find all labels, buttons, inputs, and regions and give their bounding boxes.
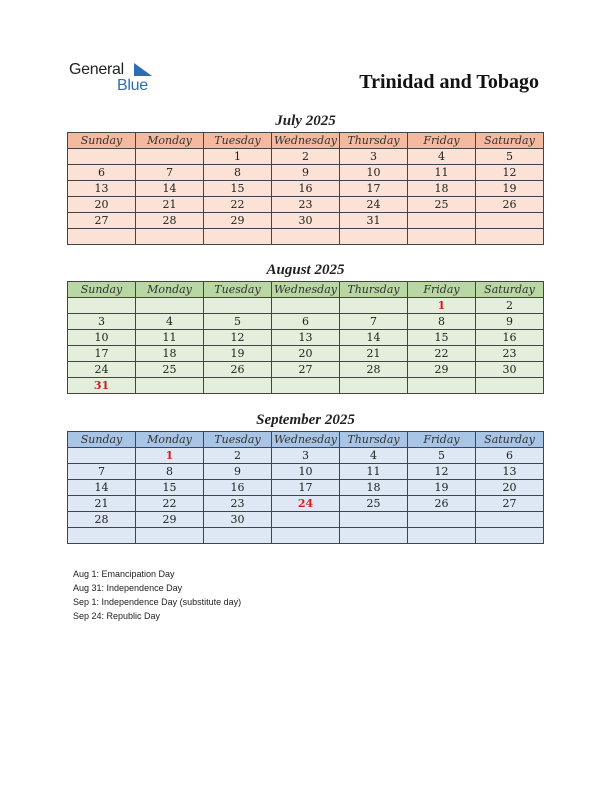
day-cell: 8	[204, 165, 272, 181]
day-cell: 30	[272, 213, 340, 229]
weekday-header: Wednesday	[272, 432, 340, 448]
day-cell: 29	[136, 512, 204, 528]
day-cell: 16	[204, 480, 272, 496]
day-cell: 25	[136, 362, 204, 378]
weekday-header: Monday	[136, 282, 204, 298]
day-cell	[272, 229, 340, 245]
weekday-header: Monday	[136, 432, 204, 448]
day-cell	[68, 149, 136, 165]
day-cell	[340, 528, 408, 544]
day-cell: 14	[340, 330, 408, 346]
day-cell	[136, 229, 204, 245]
week-row	[68, 165, 544, 181]
day-cell: 10	[272, 464, 340, 480]
day-cell	[476, 528, 544, 544]
day-cell: 27	[272, 362, 340, 378]
weekday-header: Tuesday	[204, 432, 272, 448]
week-row	[68, 229, 544, 245]
day-cell: 26	[204, 362, 272, 378]
holiday-note: Aug 1: Emancipation Day	[73, 569, 175, 579]
calendar-table	[67, 132, 544, 245]
weekday-header: Thursday	[340, 133, 408, 149]
day-cell: 17	[272, 480, 340, 496]
day-cell: 9	[476, 314, 544, 330]
day-cell	[340, 378, 408, 394]
holiday-note: Sep 1: Independence Day (substitute day)	[73, 597, 242, 607]
day-cell: 1	[136, 448, 204, 464]
day-cell: 13	[272, 330, 340, 346]
day-cell: 24	[272, 496, 340, 512]
day-cell: 29	[204, 213, 272, 229]
day-cell: 2	[476, 298, 544, 314]
day-cell: 23	[204, 496, 272, 512]
day-cell: 19	[204, 346, 272, 362]
day-cell: 16	[476, 330, 544, 346]
day-cell: 17	[68, 346, 136, 362]
day-cell: 11	[408, 165, 476, 181]
day-cell: 21	[340, 346, 408, 362]
month-title: August 2025	[266, 262, 345, 278]
day-cell	[476, 378, 544, 394]
day-cell: 23	[272, 197, 340, 213]
day-cell: 25	[408, 197, 476, 213]
day-cell: 20	[476, 480, 544, 496]
day-cell: 27	[68, 213, 136, 229]
day-cell: 4	[340, 448, 408, 464]
day-cell: 4	[408, 149, 476, 165]
day-cell: 5	[408, 448, 476, 464]
week-row	[68, 149, 544, 165]
weekday-header: Sunday	[68, 133, 136, 149]
day-cell: 6	[68, 165, 136, 181]
day-cell: 18	[340, 480, 408, 496]
generalblue-logo	[69, 60, 159, 96]
day-cell	[408, 213, 476, 229]
day-cell: 12	[476, 165, 544, 181]
week-row	[68, 512, 544, 528]
week-row	[68, 213, 544, 229]
week-row	[68, 378, 544, 394]
weekday-header-row	[68, 432, 544, 448]
day-cell	[340, 298, 408, 314]
week-row	[68, 448, 544, 464]
day-cell: 14	[68, 480, 136, 496]
day-cell: 22	[136, 496, 204, 512]
week-row	[68, 197, 544, 213]
week-row	[68, 330, 544, 346]
day-cell: 22	[408, 346, 476, 362]
day-cell: 15	[204, 181, 272, 197]
day-cell: 24	[68, 362, 136, 378]
day-cell: 3	[272, 448, 340, 464]
day-cell	[68, 298, 136, 314]
day-cell: 28	[340, 362, 408, 378]
month-august	[67, 260, 544, 394]
day-cell: 21	[136, 197, 204, 213]
day-cell: 10	[68, 330, 136, 346]
month-july	[67, 111, 544, 245]
month-title: July 2025	[275, 113, 336, 129]
week-row	[68, 362, 544, 378]
day-cell: 18	[408, 181, 476, 197]
day-cell: 10	[340, 165, 408, 181]
day-cell: 14	[136, 181, 204, 197]
day-cell: 26	[408, 496, 476, 512]
day-cell	[340, 229, 408, 245]
day-cell: 24	[340, 197, 408, 213]
day-cell	[68, 448, 136, 464]
week-row	[68, 528, 544, 544]
day-cell: 30	[204, 512, 272, 528]
weekday-header: Sunday	[68, 282, 136, 298]
weekday-header: Saturday	[476, 282, 544, 298]
day-cell	[204, 528, 272, 544]
day-cell	[68, 528, 136, 544]
day-cell: 2	[272, 149, 340, 165]
day-cell: 7	[68, 464, 136, 480]
day-cell: 22	[204, 197, 272, 213]
day-cell	[136, 298, 204, 314]
day-cell: 31	[68, 378, 136, 394]
day-cell: 7	[136, 165, 204, 181]
weekday-header: Wednesday	[272, 282, 340, 298]
day-cell: 12	[408, 464, 476, 480]
day-cell: 3	[68, 314, 136, 330]
day-cell	[476, 512, 544, 528]
day-cell	[136, 528, 204, 544]
day-cell	[272, 378, 340, 394]
weekday-header: Friday	[408, 133, 476, 149]
day-cell: 30	[476, 362, 544, 378]
day-cell: 13	[476, 464, 544, 480]
day-cell	[408, 378, 476, 394]
weekday-header: Saturday	[476, 133, 544, 149]
day-cell: 15	[136, 480, 204, 496]
week-row	[68, 314, 544, 330]
day-cell: 8	[408, 314, 476, 330]
day-cell: 31	[340, 213, 408, 229]
day-cell: 1	[408, 298, 476, 314]
weekday-header: Thursday	[340, 282, 408, 298]
weekday-header: Friday	[408, 282, 476, 298]
day-cell: 19	[476, 181, 544, 197]
day-cell: 27	[476, 496, 544, 512]
weekday-header: Tuesday	[204, 282, 272, 298]
logo-text-blue: Blue	[117, 77, 148, 94]
week-row	[68, 496, 544, 512]
day-cell: 25	[340, 496, 408, 512]
day-cell: 15	[408, 330, 476, 346]
day-cell	[204, 298, 272, 314]
day-cell	[476, 213, 544, 229]
day-cell: 3	[340, 149, 408, 165]
day-cell: 28	[68, 512, 136, 528]
day-cell: 9	[204, 464, 272, 480]
logo-triangle-icon	[132, 63, 154, 79]
weekday-header-row	[68, 133, 544, 149]
weekday-header: Tuesday	[204, 133, 272, 149]
day-cell: 1	[204, 149, 272, 165]
weekday-header: Friday	[408, 432, 476, 448]
day-cell: 5	[204, 314, 272, 330]
calendar-table	[67, 431, 544, 544]
day-cell: 6	[272, 314, 340, 330]
day-cell: 11	[340, 464, 408, 480]
day-cell	[272, 298, 340, 314]
weekday-header: Saturday	[476, 432, 544, 448]
calendar-table	[67, 281, 544, 394]
day-cell: 19	[408, 480, 476, 496]
weekday-header-row	[68, 282, 544, 298]
logo-text-general: General	[69, 61, 124, 78]
day-cell: 26	[476, 197, 544, 213]
day-cell: 28	[136, 213, 204, 229]
day-cell: 4	[136, 314, 204, 330]
weekday-header: Thursday	[340, 432, 408, 448]
day-cell: 13	[68, 181, 136, 197]
week-row	[68, 346, 544, 362]
day-cell: 7	[340, 314, 408, 330]
holiday-note: Aug 31: Independence Day	[73, 583, 183, 593]
day-cell	[136, 378, 204, 394]
day-cell: 11	[136, 330, 204, 346]
day-cell	[408, 229, 476, 245]
weekday-header: Wednesday	[272, 133, 340, 149]
day-cell	[204, 378, 272, 394]
day-cell: 17	[340, 181, 408, 197]
day-cell: 20	[272, 346, 340, 362]
day-cell: 16	[272, 181, 340, 197]
day-cell: 2	[204, 448, 272, 464]
week-row	[68, 480, 544, 496]
day-cell	[340, 512, 408, 528]
day-cell: 12	[204, 330, 272, 346]
day-cell	[272, 528, 340, 544]
weekday-header: Monday	[136, 133, 204, 149]
holiday-notes	[73, 567, 241, 623]
day-cell: 6	[476, 448, 544, 464]
day-cell: 9	[272, 165, 340, 181]
month-title: September 2025	[256, 412, 355, 428]
country-title: Trinidad and Tobago	[359, 71, 539, 93]
week-row	[68, 298, 544, 314]
holiday-note: Sep 24: Republic Day	[73, 611, 161, 621]
day-cell	[272, 512, 340, 528]
day-cell: 21	[68, 496, 136, 512]
day-cell	[204, 229, 272, 245]
day-cell	[68, 229, 136, 245]
day-cell: 20	[68, 197, 136, 213]
day-cell	[136, 149, 204, 165]
weekday-header: Sunday	[68, 432, 136, 448]
day-cell	[476, 229, 544, 245]
week-row	[68, 464, 544, 480]
day-cell: 23	[476, 346, 544, 362]
week-row	[68, 181, 544, 197]
day-cell: 29	[408, 362, 476, 378]
day-cell: 8	[136, 464, 204, 480]
day-cell	[408, 512, 476, 528]
day-cell: 18	[136, 346, 204, 362]
month-september	[67, 410, 544, 544]
day-cell	[408, 528, 476, 544]
day-cell: 5	[476, 149, 544, 165]
